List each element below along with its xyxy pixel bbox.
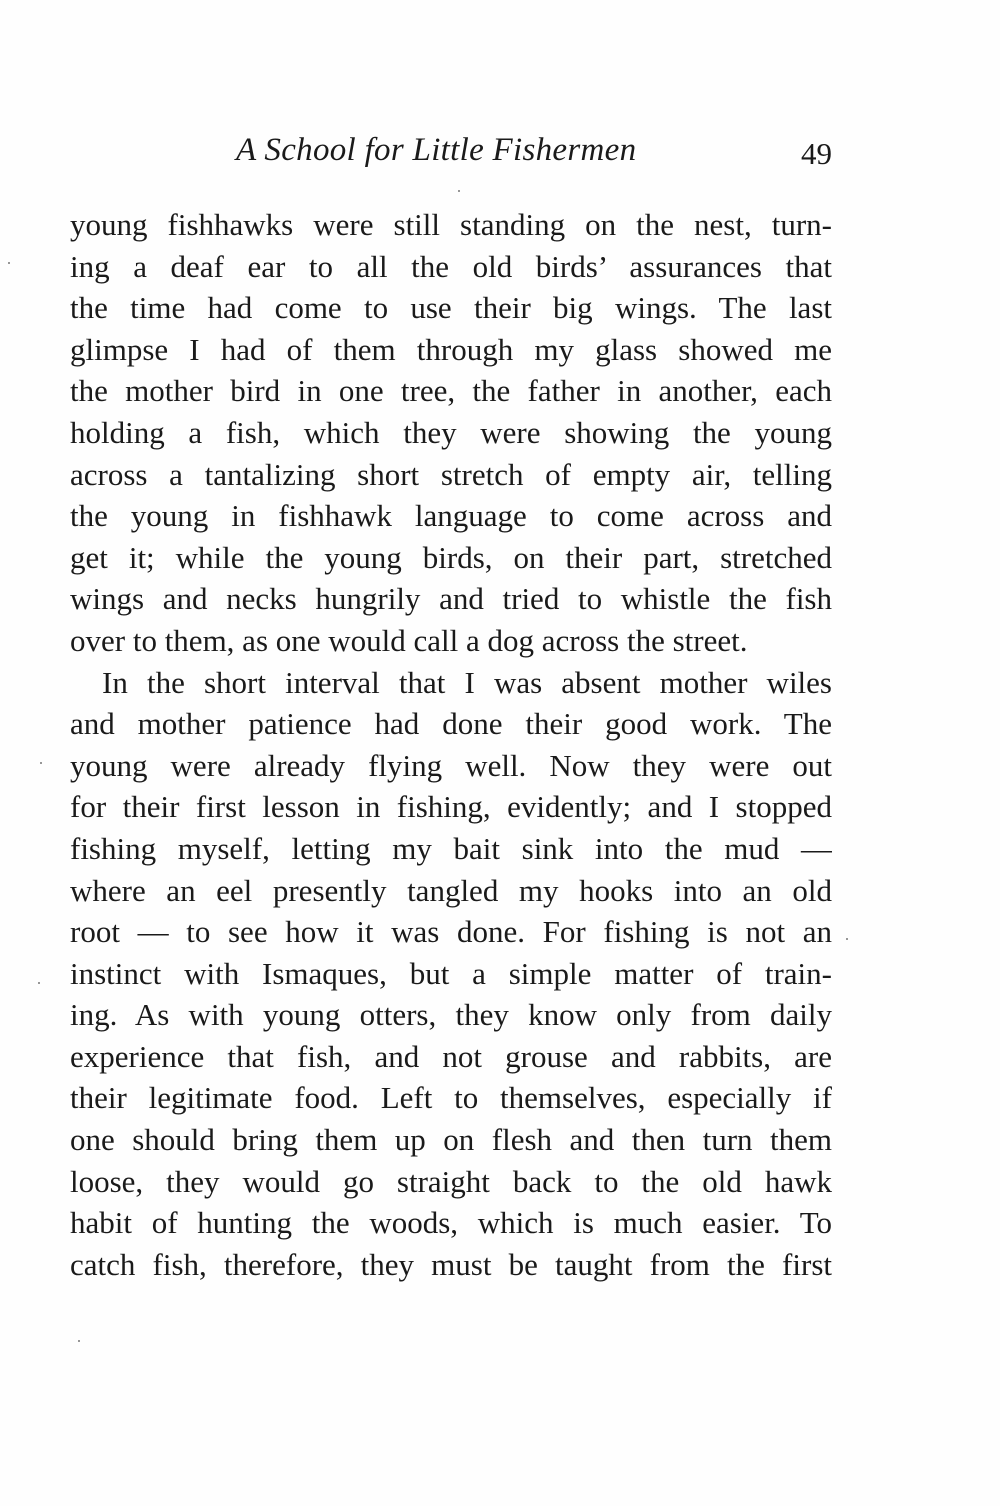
- body-text: [70, 204, 832, 1285]
- text-line: loose, they would go straight back to the old hawk: [70, 1163, 832, 1199]
- text-line: get it; while the young birds, on their part, stretched: [70, 539, 832, 575]
- text-line: catch fish, therefore, they must be taught from the first: [70, 1246, 832, 1282]
- paper-speck: [78, 1340, 80, 1342]
- text-line: across a tantalizing short stretch of empty air, telling: [70, 456, 832, 492]
- text-line: instinct with Ismaques, but a simple matter of train-: [70, 955, 832, 991]
- text-line: ing a deaf ear to all the old birds’ assurances that: [70, 248, 832, 284]
- text-line: for their first lesson in fishing, evidently; and I stopped: [70, 789, 832, 825]
- running-head: [70, 132, 832, 182]
- text-line: the mother bird in one tree, the father in another, each: [70, 373, 832, 409]
- text-line: young were already flying well. Now they were out: [70, 747, 832, 783]
- text-line: where an eel presently tangled my hooks into an old: [70, 872, 832, 908]
- paper-speck: [38, 982, 40, 984]
- text-line: In the short interval that I was absent mother wiles: [102, 664, 832, 700]
- text-line: the young in fishhawk language to come across and: [70, 498, 832, 534]
- text-line: ing. As with young otters, they know only from daily: [70, 997, 832, 1033]
- text-line: and mother patience had done their good work. The: [70, 706, 832, 742]
- text-line: holding a fish, which they were showing the young: [70, 414, 832, 450]
- text-line: their legitimate food. Left to themselves, especially if: [70, 1080, 832, 1116]
- text-line: the time had come to use their big wings. The last: [70, 290, 832, 326]
- text-line: habit of hunting the woods, which is much easier. To: [70, 1205, 832, 1241]
- text-line: experience that fish, and not grouse and rabbits, are: [70, 1038, 832, 1074]
- text-line: wings and necks hungrily and tried to whistle the fish: [70, 581, 832, 617]
- text-line: one should bring them up on flesh and then turn them: [70, 1122, 832, 1158]
- text-line: young fishhawks were still standing on the nest, turn-: [70, 207, 832, 242]
- paper-speck: [40, 762, 42, 764]
- text-line: glimpse I had of them through my glass showed me: [70, 331, 832, 367]
- paper-speck: [846, 938, 848, 940]
- paper-speck: [458, 190, 460, 192]
- paper-speck: [8, 262, 10, 264]
- page-number: 49: [801, 136, 832, 171]
- text-line: root — to see how it was done. For fishing is not an: [70, 914, 832, 950]
- running-title: A School for Little Fishermen: [236, 132, 637, 168]
- text-line: fishing myself, letting my bait sink into the mud —: [70, 830, 832, 866]
- text-line: over to them, as one would call a dog across the street.: [70, 622, 748, 658]
